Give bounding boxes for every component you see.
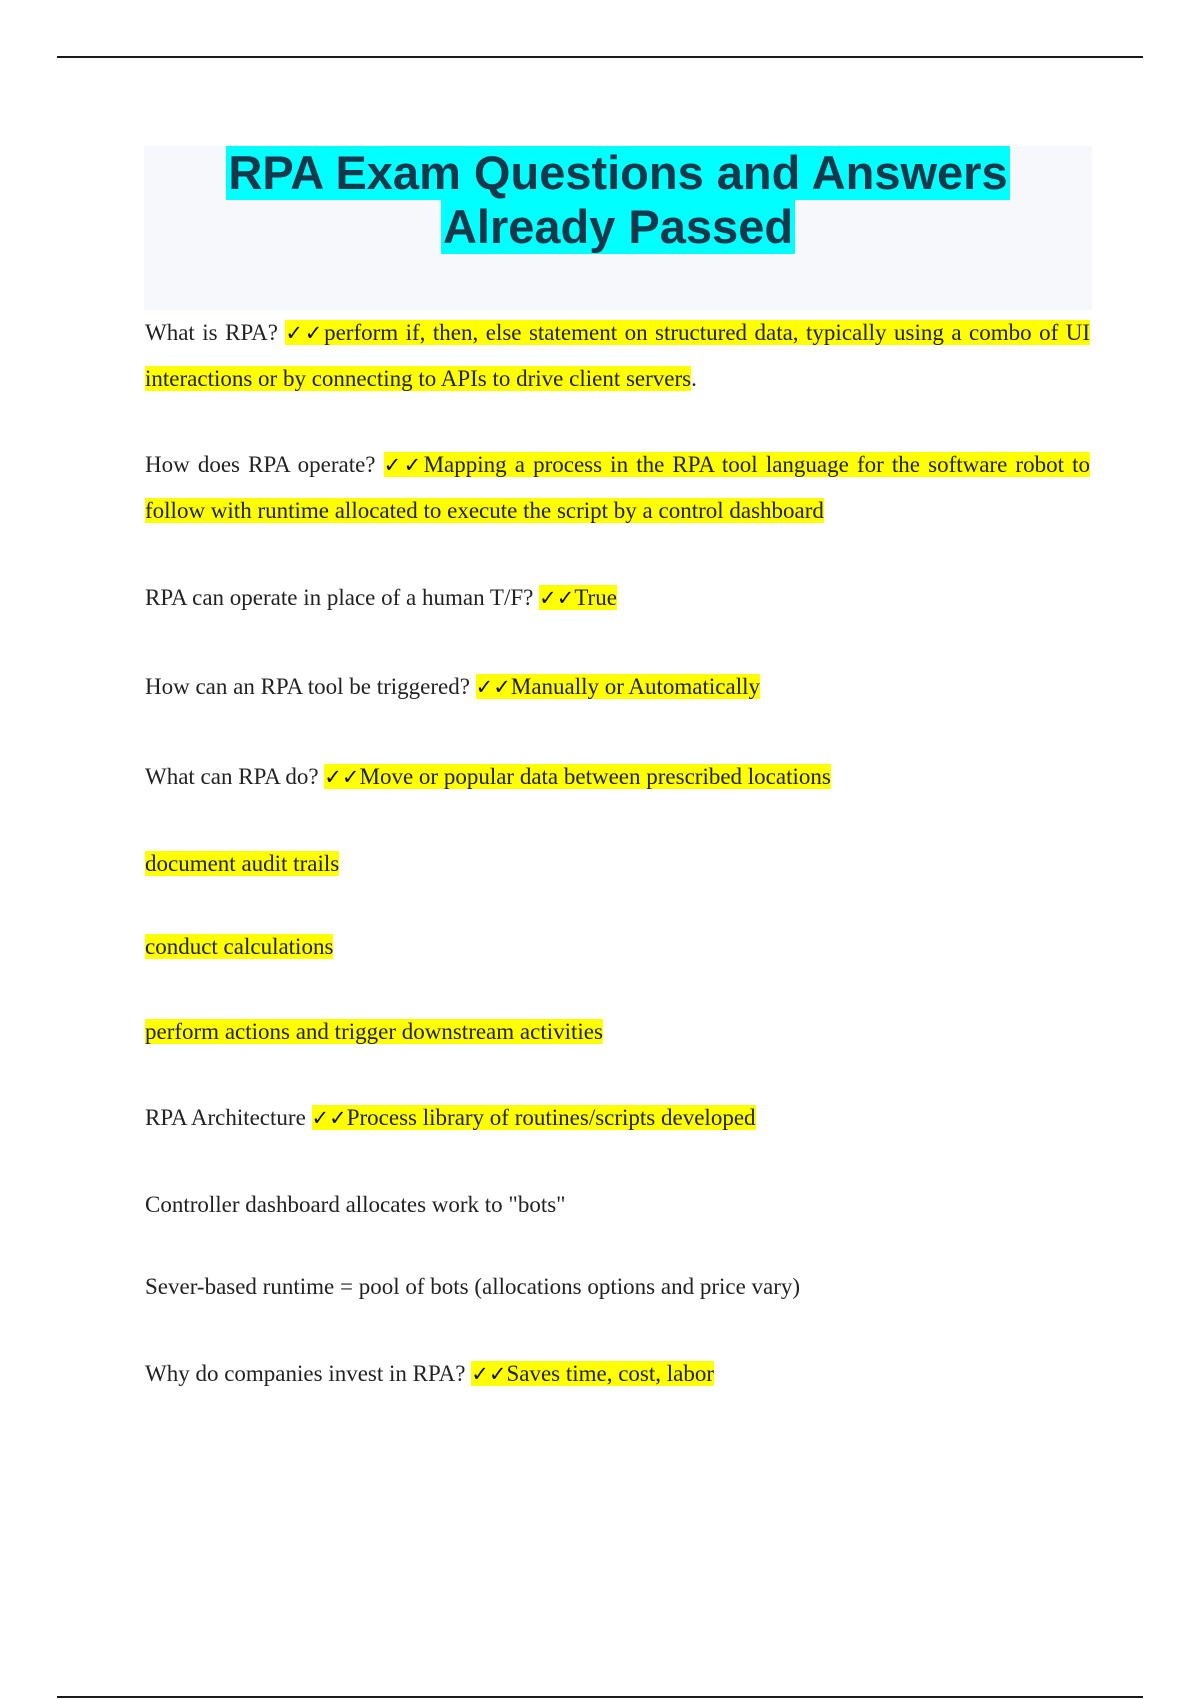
- answer-highlight: [312, 1105, 756, 1130]
- footer-rule: [57, 1696, 1143, 1698]
- double-check-icon: ✓✓: [539, 586, 575, 610]
- answer-highlight: [471, 1361, 714, 1386]
- double-check-icon: ✓✓: [471, 1362, 507, 1386]
- answer-continuation: [145, 1182, 566, 1227]
- double-check-icon: ✓✓: [311, 1106, 347, 1130]
- document-title-line-2: Already Passed: [442, 200, 794, 253]
- answer-text: True: [574, 585, 617, 610]
- answer-highlight: [324, 764, 831, 789]
- qa-item: [145, 664, 760, 710]
- document-title-line-1: RPA Exam Questions and Answers: [228, 146, 1008, 199]
- question-text: RPA Architecture: [145, 1105, 312, 1130]
- answer-text: conduct calculations: [145, 934, 334, 959]
- qa-item: [145, 1095, 756, 1141]
- answer-text: perform if, then, else statement on structured data, typically using a combo of UI interactions or by connecting to APIs to drive client servers: [145, 320, 1090, 391]
- double-check-icon: ✓✓: [324, 765, 360, 789]
- answer-continuation: [145, 1009, 603, 1054]
- question-text: RPA can operate in place of a human T/F?: [145, 585, 540, 610]
- answer-highlight: [539, 585, 617, 610]
- qa-item: [145, 754, 831, 800]
- answer-continuation: [145, 1264, 800, 1309]
- answer-continuation: [145, 924, 333, 969]
- header-rule: [57, 56, 1143, 58]
- answer-text: document audit trails: [145, 851, 340, 876]
- answer-text: Controller dashboard allocates work to "bots": [145, 1192, 566, 1217]
- answer-text: Saves time, cost, labor: [506, 1361, 715, 1386]
- answer-trailing: .: [691, 366, 697, 391]
- title-block: [144, 146, 1092, 310]
- question-text: What is RPA?: [145, 320, 286, 345]
- question-text: How can an RPA tool be triggered?: [145, 674, 476, 699]
- qa-item: [145, 310, 1090, 401]
- answer-text: Manually or Automatically: [510, 674, 760, 699]
- answer-text: Move or popular data between prescribed locations: [359, 764, 831, 789]
- answer-continuation: [145, 841, 339, 886]
- double-check-icon: ✓✓: [383, 453, 424, 477]
- answer-text: perform actions and trigger downstream activities: [145, 1019, 603, 1044]
- qa-item: [145, 1351, 714, 1397]
- question-text: What can RPA do?: [145, 764, 325, 789]
- answer-highlight: [476, 674, 760, 699]
- answer-text: Mapping a process in the RPA tool language for the software robot to follow with runtime allocated to execute the script by a control dashboard: [145, 452, 1090, 523]
- answer-text: Sever-based runtime = pool of bots (allocations options and price vary): [145, 1274, 801, 1299]
- question-text: Why do companies invest in RPA?: [145, 1361, 472, 1386]
- question-text: How does RPA operate?: [145, 452, 384, 477]
- qa-item: [145, 575, 617, 621]
- double-check-icon: ✓✓: [475, 675, 511, 699]
- double-check-icon: ✓✓: [285, 321, 325, 345]
- answer-highlight: [145, 320, 1090, 391]
- answer-text: Process library of routines/scripts developed: [346, 1105, 756, 1130]
- qa-item: [145, 442, 1090, 533]
